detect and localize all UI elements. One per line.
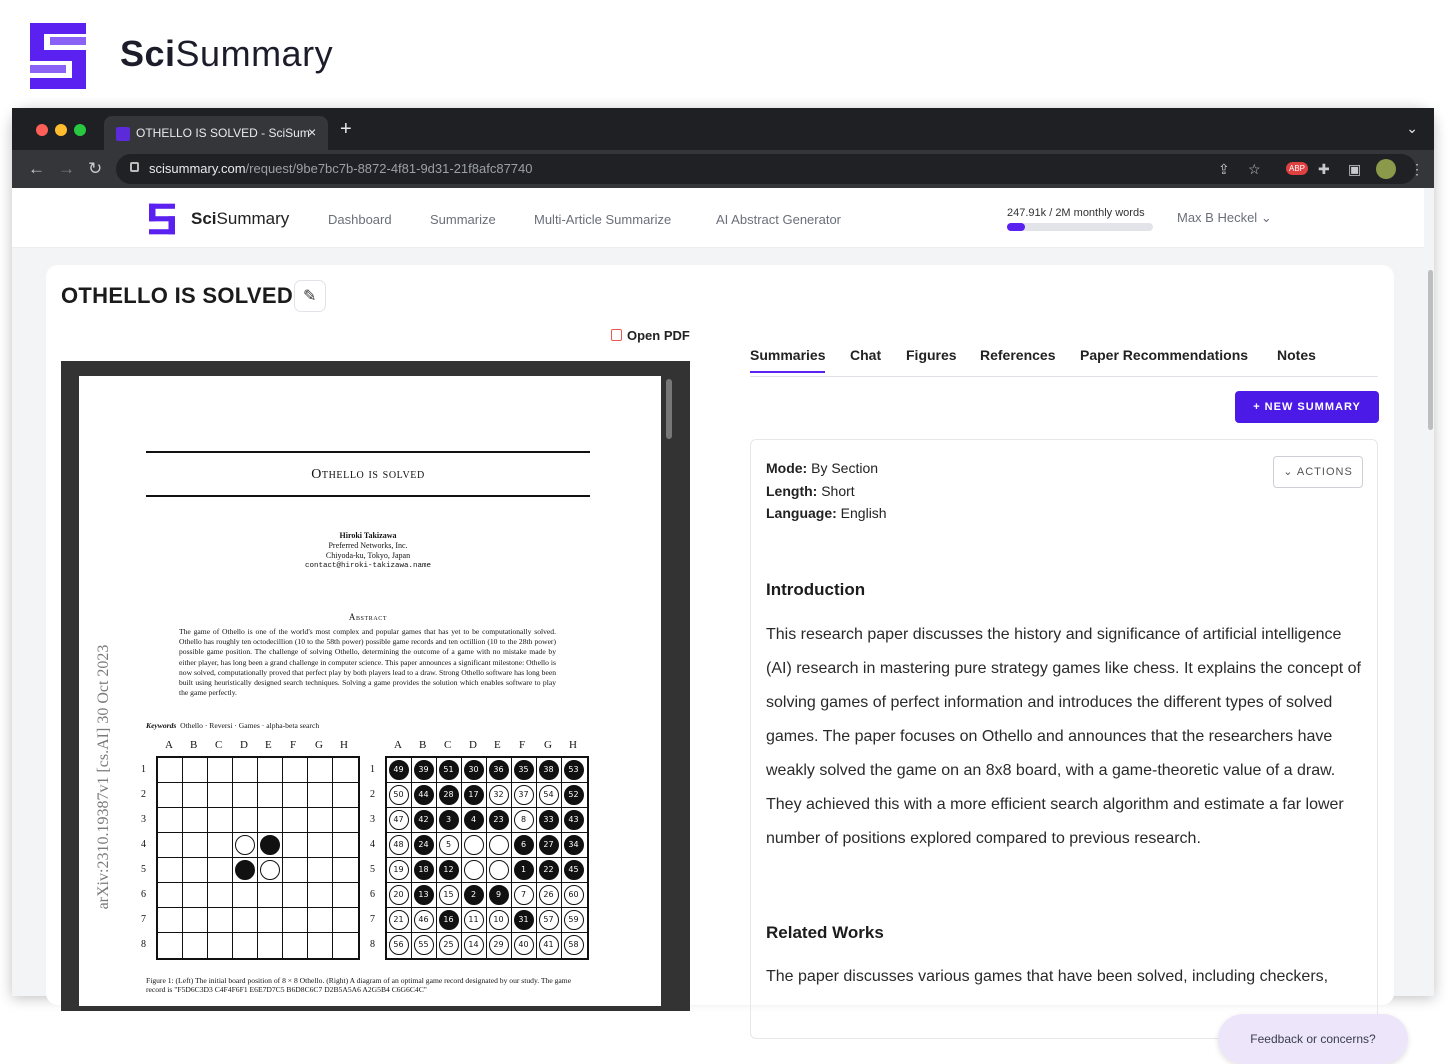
chevron-down-icon: ⌄ <box>1260 210 1272 225</box>
edit-title-button[interactable] <box>294 280 326 312</box>
black-disc: 51 <box>439 760 459 780</box>
white-disc: 32 <box>489 785 509 805</box>
board-column-label: G <box>544 739 552 751</box>
tab-figures[interactable]: Figures <box>906 347 957 363</box>
board-column-label: C <box>444 739 452 751</box>
board-cell <box>158 758 183 783</box>
black-disc: 45 <box>564 860 584 880</box>
board-row-label: 6 <box>141 889 146 900</box>
board-column-label: F <box>290 739 297 751</box>
board-row-label: 5 <box>141 864 146 875</box>
page-scrollbar[interactable] <box>1428 270 1433 430</box>
board-cell <box>158 883 183 908</box>
tab-summaries[interactable]: Summaries <box>750 347 825 373</box>
board-cell <box>283 783 308 808</box>
black-disc: 49 <box>389 760 409 780</box>
othello-board-initial <box>156 756 360 960</box>
paper-author: Hiroki Takizawa <box>339 531 397 540</box>
board-cell <box>308 858 333 883</box>
address-bar[interactable] <box>116 154 1424 184</box>
board-column-label: B <box>419 739 427 751</box>
bookmark-star-icon[interactable]: ☆ <box>1248 161 1261 177</box>
pdf-scrollbar[interactable] <box>666 379 672 439</box>
url-text: scisummary.com/request/9be7bc7b-8872-4f81-9d31-21f8afc87740 <box>149 161 533 176</box>
maximize-window-button[interactable] <box>74 124 86 136</box>
board-cell <box>308 833 333 858</box>
board-cell <box>208 808 233 833</box>
section-heading-related-works: Related Works <box>766 923 884 942</box>
board-cell <box>158 833 183 858</box>
board-column-label: H <box>569 739 577 751</box>
board-cell <box>183 858 208 883</box>
white-disc: 59 <box>564 910 584 930</box>
board-cell <box>258 883 283 908</box>
board-row-label: 7 <box>370 914 375 925</box>
black-disc: 23 <box>489 810 509 830</box>
tab-title: OTHELLO IS SOLVED - SciSum <box>136 126 310 140</box>
board-column-label: B <box>190 739 198 751</box>
black-disc: 44 <box>414 785 434 805</box>
minimize-window-button[interactable] <box>55 124 67 136</box>
board-row-label: 3 <box>370 814 375 825</box>
black-disc: 31 <box>514 910 534 930</box>
board-cell <box>283 808 308 833</box>
usage-label: 247.91k / 2M monthly words <box>1007 207 1145 219</box>
white-disc: 19 <box>389 860 409 880</box>
app-navbar <box>12 188 1424 248</box>
paper-email: contact@hiroki-takizawa.name <box>304 562 432 570</box>
usage-bar <box>1007 223 1153 231</box>
forward-arrow-icon[interactable]: → <box>58 159 75 178</box>
board-cell <box>233 933 258 958</box>
web-page <box>12 188 1434 1046</box>
black-disc: 22 <box>539 860 559 880</box>
black-disc: 17 <box>464 785 484 805</box>
board-cell <box>333 808 358 833</box>
board-cell <box>183 883 208 908</box>
feedback-button[interactable]: Feedback or concerns? <box>1218 1014 1408 1064</box>
white-disc: 29 <box>489 935 509 955</box>
board-cell <box>208 933 233 958</box>
board-row-label: 4 <box>370 839 375 850</box>
black-disc: 16 <box>439 910 459 930</box>
profile-avatar[interactable] <box>1376 159 1396 179</box>
board-cell <box>258 933 283 958</box>
board-cell <box>333 908 358 933</box>
board-cell <box>258 783 283 808</box>
board-cell <box>208 783 233 808</box>
board-cell <box>208 883 233 908</box>
board-column-label: C <box>215 739 223 751</box>
board-cell <box>158 783 183 808</box>
tab-references[interactable]: References <box>980 347 1056 363</box>
white-disc: 20 <box>389 885 409 905</box>
paper-title: Othello is solved <box>311 467 425 482</box>
tab-notes[interactable]: Notes <box>1277 347 1316 363</box>
board-cell <box>258 808 283 833</box>
board-cell <box>283 933 308 958</box>
close-window-button[interactable] <box>36 124 48 136</box>
board-cell <box>333 883 358 908</box>
white-disc <box>489 860 509 880</box>
black-disc: 35 <box>514 760 534 780</box>
board-cell <box>158 933 183 958</box>
board-row-label: 4 <box>141 839 146 850</box>
summary-mode: Mode: By Section <box>766 460 879 476</box>
browser-tabbar <box>12 108 1434 150</box>
board-cell <box>258 758 283 783</box>
white-disc: 15 <box>439 885 459 905</box>
side-panel-icon[interactable]: ▣ <box>1348 161 1362 177</box>
white-disc: 50 <box>389 785 409 805</box>
board-cell <box>208 858 233 883</box>
board-cell <box>308 933 333 958</box>
board-column-label: D <box>469 739 477 751</box>
white-disc: 46 <box>414 910 434 930</box>
browser-tab-active[interactable] <box>104 116 328 150</box>
board-cell <box>333 933 358 958</box>
board-cell <box>333 858 358 883</box>
black-disc: 53 <box>564 760 584 780</box>
board-cell <box>208 833 233 858</box>
board-cell <box>283 758 308 783</box>
board-column-label: F <box>519 739 526 751</box>
black-disc: 33 <box>539 810 559 830</box>
black-disc: 42 <box>414 810 434 830</box>
title-rule-top <box>146 451 590 453</box>
new-tab-button[interactable]: + <box>340 118 352 140</box>
board-cell <box>183 933 208 958</box>
close-tab-icon[interactable]: × <box>308 124 317 140</box>
summary-tabs <box>750 347 1378 377</box>
white-disc <box>464 835 484 855</box>
othello-board-record <box>385 756 589 960</box>
lock-icon <box>130 162 139 172</box>
white-disc: 56 <box>389 935 409 955</box>
share-icon[interactable]: ⇪ <box>1218 161 1230 177</box>
white-disc <box>489 835 509 855</box>
black-disc: 9 <box>489 885 509 905</box>
white-disc: 58 <box>564 935 584 955</box>
board-cell <box>333 758 358 783</box>
figure-caption: Figure 1: (Left) The initial board position of 8 × 8 Othello. (Right) A diagram of an optimal game record designated by our study. The game record is "F5D6C3D3 C4F4F6F1 E6E7D7C5 B6D8C6C7 D2B5A5A6 A2G5B4 C6G6C4C" <box>146 976 572 994</box>
white-disc <box>235 835 255 855</box>
board-column-label: H <box>340 739 348 751</box>
board-row-label: 5 <box>370 864 375 875</box>
arxiv-stamp: arXiv:2310.19387v1 [cs.AI] 30 Oct 2023 <box>95 644 112 910</box>
white-disc: 37 <box>514 785 534 805</box>
summary-card <box>750 439 1378 1039</box>
pencil-icon: ✎ <box>303 288 317 305</box>
board-cell <box>233 758 258 783</box>
black-disc: 24 <box>414 835 434 855</box>
white-disc: 48 <box>389 835 409 855</box>
black-disc: 2 <box>464 885 484 905</box>
nav-summarize[interactable]: Summarize <box>430 212 496 227</box>
scisummary-logo-icon <box>30 23 86 89</box>
black-disc: 43 <box>564 810 584 830</box>
white-disc: 47 <box>389 810 409 830</box>
board-cell <box>183 758 208 783</box>
board-cell <box>233 883 258 908</box>
black-disc: 6 <box>514 835 534 855</box>
section-heading-introduction: Introduction <box>766 580 866 599</box>
black-disc: 18 <box>414 860 434 880</box>
summary-language: Language: English <box>766 505 887 521</box>
board-cell <box>208 758 233 783</box>
tab-search-chevron-icon[interactable]: ⌄ <box>1406 120 1418 136</box>
board-column-label: E <box>265 739 272 751</box>
tab-chat[interactable]: Chat <box>850 347 882 363</box>
board-row-label: 8 <box>370 939 375 950</box>
white-disc <box>260 860 280 880</box>
app-logo-icon[interactable] <box>149 203 175 235</box>
browser-window <box>12 108 1434 1046</box>
board-cell <box>158 808 183 833</box>
page-title: OTHELLO IS SOLVED <box>61 283 294 308</box>
board-cell <box>183 808 208 833</box>
black-disc <box>260 835 280 855</box>
black-disc: 3 <box>439 810 459 830</box>
black-disc: 27 <box>539 835 559 855</box>
white-disc: 41 <box>539 935 559 955</box>
reload-icon[interactable]: ↻ <box>88 159 103 178</box>
board-column-label: A <box>165 739 173 751</box>
board-cell <box>283 883 308 908</box>
board-cell <box>183 833 208 858</box>
summary-length: Length: Short <box>766 483 855 499</box>
white-disc: 55 <box>414 935 434 955</box>
board-cell <box>183 908 208 933</box>
section-text-related-works: The paper discusses various games that have been solved, including checkers, <box>766 968 1329 985</box>
adblock-icon[interactable]: ABP <box>1286 162 1308 175</box>
open-pdf-link[interactable]: Open PDF <box>611 328 690 343</box>
board-column-label: D <box>240 739 248 751</box>
board-cell <box>183 783 208 808</box>
section-text-introduction: This research paper discusses the history and significance of artificial intelligence (AI) research in mastering pure strategy games like chess. It explains the concept of solving games of perfect information and introduces the different types of solved games. The paper focuses on Othello and announces that the researchers have weakly solved the game on an 8x8 board, with a game-theoretic value of a draw. They achieved this with a more efficient search algorithm and estimate a far lower number of positions explored compared to previous research. <box>766 626 1361 847</box>
black-disc: 39 <box>414 760 434 780</box>
white-disc: 14 <box>464 935 484 955</box>
board-row-label: 1 <box>370 764 375 775</box>
white-disc: 60 <box>564 885 584 905</box>
black-disc: 36 <box>489 760 509 780</box>
user-menu[interactable]: Max B Heckel ⌄ <box>1177 210 1272 225</box>
keywords: Keywords Othello · Reversi · Games · alpha-beta search <box>146 721 320 730</box>
board-cell <box>233 783 258 808</box>
white-disc: 8 <box>514 810 534 830</box>
black-disc: 13 <box>414 885 434 905</box>
white-disc: 5 <box>439 835 459 855</box>
board-row-label: 2 <box>141 789 146 800</box>
back-arrow-icon[interactable]: ← <box>28 159 45 178</box>
board-row-label: 1 <box>141 764 146 775</box>
black-disc <box>235 860 255 880</box>
nav-dashboard[interactable]: Dashboard <box>328 212 392 227</box>
black-disc: 30 <box>464 760 484 780</box>
paper-affiliation: Preferred Networks, Inc. <box>328 541 408 550</box>
black-disc: 4 <box>464 810 484 830</box>
white-disc: 10 <box>489 910 509 930</box>
document-card <box>46 265 1394 1005</box>
board-row-label: 2 <box>370 789 375 800</box>
pdf-viewer[interactable] <box>61 361 690 1011</box>
white-disc: 54 <box>539 785 559 805</box>
board-cell <box>308 883 333 908</box>
tab-paper-recommendations[interactable]: Paper Recommendations <box>1080 347 1249 363</box>
board-column-label: A <box>394 739 402 751</box>
favicon-icon <box>116 127 130 141</box>
board-column-label: G <box>315 739 323 751</box>
black-disc: 34 <box>564 835 584 855</box>
black-disc: 1 <box>514 860 534 880</box>
abstract-text: The game of Othello is one of the world's most complex and popular games that has yet to be computationally solved. Othello has roughly ten octodecillion (10 to the 58th power) possible game records and ten octillion (10 to the 28th power) possible game position. The challenge of solving Othello, determining the outcome of a game with no mistake made by either player, has long been a grand challenge in computer science. This paper announces a significant milestone: Othello is now solved, computationally proved that perfect play by both players lead to a draw. Strong Othello software has long been built using heuristically designed search techniques. Solving a game provides the solution which enables software to play the game perfectly. <box>179 627 556 698</box>
paper-location: Chiyoda-ku, Tokyo, Japan <box>325 551 411 560</box>
black-disc: 28 <box>439 785 459 805</box>
pdf-icon <box>611 329 622 341</box>
brand-name: SciSummary <box>120 33 334 74</box>
new-summary-button[interactable]: + NEW SUMMARY <box>1235 391 1379 423</box>
word-usage-meter <box>1007 207 1153 231</box>
white-disc: 7 <box>514 885 534 905</box>
abstract-heading: Abstract <box>348 612 388 622</box>
board-cell <box>308 808 333 833</box>
nav-ai-abstract-generator[interactable]: AI Abstract Generator <box>716 212 842 227</box>
white-disc: 21 <box>389 910 409 930</box>
browser-toolbar <box>12 150 1434 188</box>
app-name[interactable]: SciSummary <box>191 209 290 228</box>
board-cell <box>283 858 308 883</box>
board-cell <box>158 908 183 933</box>
board-cell <box>233 908 258 933</box>
board-cell <box>158 858 183 883</box>
board-cell <box>308 758 333 783</box>
pdf-page <box>79 376 661 1006</box>
board-cell <box>208 908 233 933</box>
white-disc <box>464 860 484 880</box>
board-cell <box>308 783 333 808</box>
board-cell <box>283 908 308 933</box>
board-cell <box>233 808 258 833</box>
board-cell <box>258 908 283 933</box>
title-rule-bottom <box>146 495 590 497</box>
black-disc: 12 <box>439 860 459 880</box>
white-disc: 57 <box>539 910 559 930</box>
board-cell <box>308 908 333 933</box>
board-row-label: 6 <box>370 889 375 900</box>
white-disc: 40 <box>514 935 534 955</box>
extensions-puzzle-icon[interactable]: ✚ <box>1318 161 1330 177</box>
board-row-label: 7 <box>141 914 146 925</box>
brand-header <box>0 0 1452 108</box>
white-disc: 25 <box>439 935 459 955</box>
black-disc: 52 <box>564 785 584 805</box>
usage-fill <box>1007 223 1025 231</box>
board-cell <box>333 833 358 858</box>
board-cell <box>283 833 308 858</box>
nav-multi-article-summarize[interactable]: Multi-Article Summarize <box>534 212 672 227</box>
board-row-label: 3 <box>141 814 146 825</box>
white-disc: 11 <box>464 910 484 930</box>
board-cell <box>333 783 358 808</box>
actions-dropdown[interactable]: ⌄ ACTIONS <box>1273 456 1363 488</box>
board-row-label: 8 <box>141 939 146 950</box>
board-column-label: E <box>494 739 501 751</box>
white-disc: 26 <box>539 885 559 905</box>
browser-menu-icon[interactable]: ⋮ <box>1410 161 1424 177</box>
black-disc: 38 <box>539 760 559 780</box>
